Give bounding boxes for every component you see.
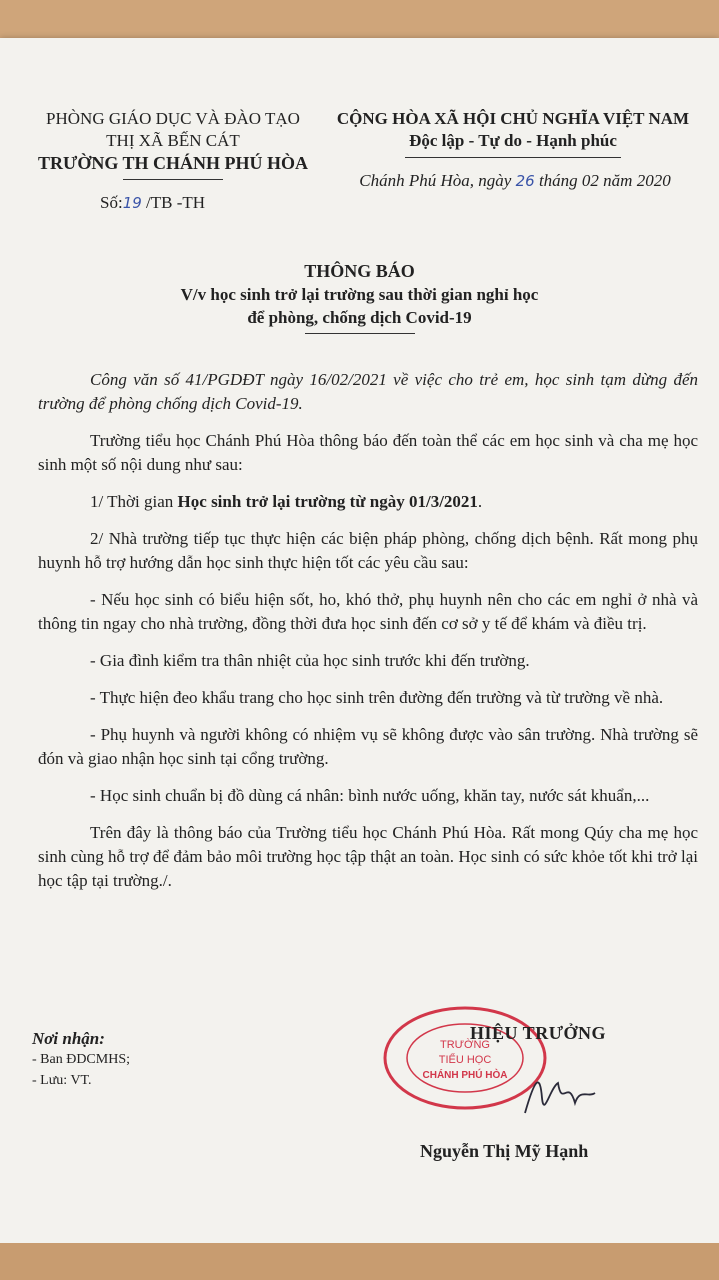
reference-paragraph: Công văn số 41/PGDĐT ngày 16/02/2021 về việc cho trẻ em, học sinh tạm dừng đến trường để phòng chống dịch Covid-19. [38, 370, 698, 413]
item-1 [38, 490, 698, 514]
signature-scribble [520, 1068, 600, 1128]
issuer-rule [123, 179, 223, 180]
seal-text-3: CHÁNH PHÚ HÒA [422, 1070, 508, 1081]
number-prefix: Số: [100, 193, 123, 212]
bullet-5: - Học sinh chuẩn bị đồ dùng cá nhân: bình nước uống, khăn tay, nước sát khuẩn,... [90, 786, 650, 805]
document-page [0, 38, 719, 1243]
item-1-suffix: . [477, 492, 483, 511]
title-subject-2: để phòng, chống dịch Covid-19 [247, 308, 472, 327]
national-motto: Độc lập - Tự do - Hạnh phúc [409, 131, 617, 150]
document-number [100, 193, 205, 213]
date-after: tháng 02 năm 2020 [534, 171, 671, 190]
principal-title: HIỆU TRƯỞNG [470, 1023, 607, 1043]
number-handwritten: 19 [122, 194, 142, 212]
item-1-prefix: 1/ Thời gian [90, 492, 178, 511]
school-name: TRƯỜNG TH CHÁNH PHÚ HÒA [37, 153, 308, 173]
closing-paragraph: Trên đây là thông báo của Trường tiểu học Chánh Phú Hòa. Rất mong Qúy cha mẹ học sinh cùng hỗ trợ để đảm bảo môi trường học tập thật an toàn. Học sinh có sức khỏe tốt khi trở lại học tập tại trường./. [38, 823, 698, 890]
bullet-3: - Thực hiện đeo khẩu trang cho học sinh trên đường đến trường và từ trường về nhà. [90, 688, 664, 707]
title-subject-1: V/v học sinh trở lại trường sau thời gian nghỉ học [180, 285, 539, 304]
date-day-handwritten: 26 [515, 172, 535, 190]
recipient-item: - Lưu: VT. [32, 1073, 92, 1088]
motto-rule [405, 157, 621, 158]
bullet-1: - Nếu học sinh có biểu hiện sốt, ho, khó thở, phụ huynh nên cho các em nghỉ ở nhà và thông tin ngay cho nhà trường, đồng thời đưa học sinh đến cơ sở y tế để khám và điều trị. [38, 590, 698, 633]
number-suffix: /TB -TH [141, 193, 206, 212]
issuer-header [0, 108, 346, 180]
seal-text-1: TRƯỜNG [440, 1039, 490, 1051]
title-rule [305, 333, 415, 334]
national-header [318, 108, 708, 158]
table-surface [0, 1243, 719, 1280]
issuer-line-2: THỊ XÃ BẾN CÁT [106, 131, 240, 150]
bullet-2: - Gia đình kiểm tra thân nhiệt của học sinh trước khi đến trường. [90, 651, 530, 670]
intro-paragraph: Trường tiểu học Chánh Phú Hòa thông báo đến toàn thể các em học sinh và cha mẹ học sinh một số nội dung như sau: [38, 431, 698, 474]
recipients [32, 1028, 130, 1091]
seal-text-2: TIỂU HỌC [438, 1054, 492, 1066]
issuer-line-1: PHÒNG GIÁO DỤC VÀ ĐÀO TẠO [46, 109, 300, 128]
date-before: Chánh Phú Hòa, ngày [359, 171, 516, 190]
notice-title [0, 260, 719, 334]
recipients-heading: Nơi nhận: [32, 1029, 105, 1048]
national-title: CỘNG HÒA XÃ HỘI CHỦ NGHĨA VIỆT NAM [336, 109, 690, 128]
bullet-4: - Phụ huynh và người không có nhiệm vụ sẽ không được vào sân trường. Nhà trường sẽ đón và giao nhận học sinh tại cổng trường. [38, 725, 698, 768]
item-1-bold: Học sinh trở lại trường từ ngày 01/3/2021 [177, 492, 478, 511]
title-main: THÔNG BÁO [304, 261, 415, 281]
recipient-item: - Ban ĐDCMHS; [32, 1052, 131, 1067]
item-2: 2/ Nhà trường tiếp tục thực hiện các biện pháp phòng, chống dịch bệnh. Rất mong phụ huynh hỗ trợ hướng dẫn học sinh thực hiện tốt các yêu cầu sau: [38, 529, 698, 572]
principal-name: Nguyễn Thị Mỹ Hạnh [420, 1141, 589, 1161]
notice-body [38, 368, 698, 906]
date-line [330, 171, 700, 191]
